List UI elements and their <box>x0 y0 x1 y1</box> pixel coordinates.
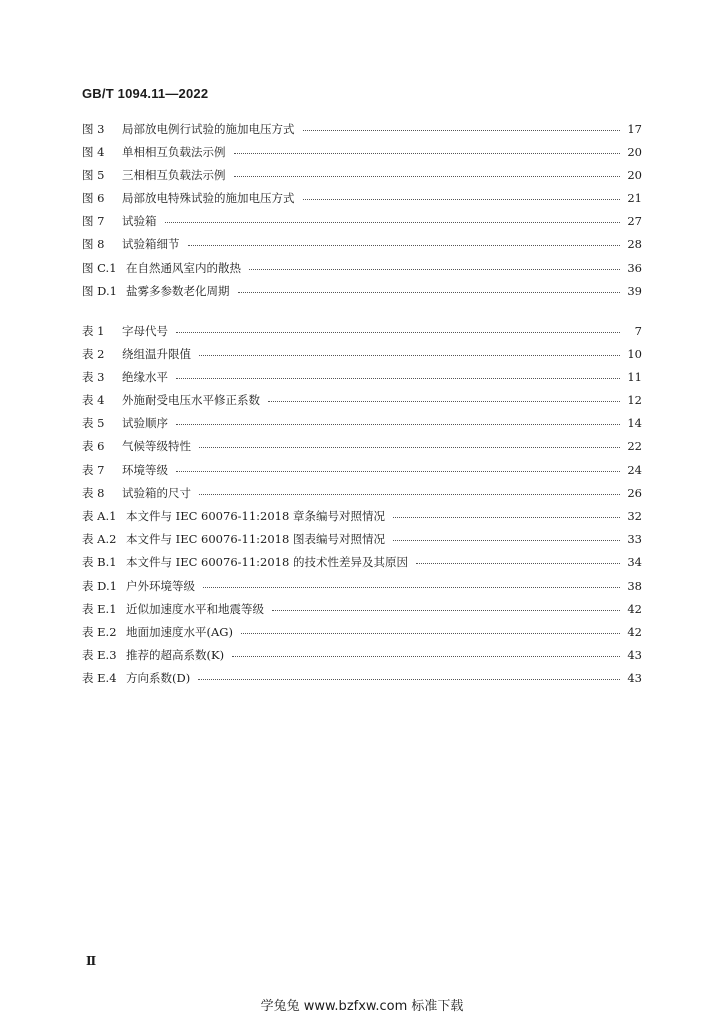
table-entry[interactable] <box>82 322 642 345</box>
figure-entry[interactable] <box>82 236 642 259</box>
entry-label: 表 1 <box>82 323 105 338</box>
dot-leader <box>199 343 620 356</box>
entry-title: 外施耐受电压水平修正系数 <box>122 393 260 408</box>
entry-title: 绕组温升限值 <box>122 346 191 361</box>
table-entry[interactable] <box>82 600 642 623</box>
entry-label: 表 A.1 <box>82 509 117 523</box>
dot-leader <box>176 413 620 426</box>
dot-leader <box>272 598 620 611</box>
page-number: Ⅱ <box>86 954 97 968</box>
entry-label: 图 6 <box>82 191 105 206</box>
dot-leader <box>249 257 620 270</box>
entry-title: 地面加速度水平(AG) <box>126 624 233 639</box>
table-entry[interactable] <box>82 577 642 600</box>
entry-label: 表 5 <box>82 416 105 431</box>
entry-title: 试验顺序 <box>122 416 168 431</box>
entry-label: 表 A.2 <box>82 532 117 547</box>
entry-title: 单相相互负载法示例 <box>122 144 226 159</box>
figure-entry[interactable] <box>82 166 642 189</box>
figure-entry[interactable] <box>82 282 642 305</box>
table-entry[interactable] <box>82 415 642 438</box>
dot-leader <box>232 645 620 658</box>
dot-leader <box>176 320 620 333</box>
dot-leader <box>416 552 620 565</box>
entry-title: 本文件与 IEC 60076-11:2018 章条编号对照情况 <box>126 509 385 523</box>
entry-label: 图 7 <box>82 214 105 229</box>
entry-label: 表 7 <box>82 462 105 477</box>
entry-label: 表 2 <box>82 346 105 361</box>
entry-label: 表 E.2 <box>82 624 117 639</box>
entry-label: 表 E.3 <box>82 648 117 663</box>
entry-page-number: 32 <box>627 509 642 523</box>
entry-page-number: 38 <box>627 578 642 593</box>
dot-leader <box>303 188 621 201</box>
entry-title: 试验箱的尺寸 <box>122 485 191 500</box>
entry-page-number: 17 <box>627 121 642 136</box>
entry-label: 表 E.1 <box>82 601 117 616</box>
entry-page-number: 22 <box>627 439 642 454</box>
entry-page-number: 39 <box>627 283 642 298</box>
entry-page-number: 33 <box>627 532 642 547</box>
entry-title: 气候等级特性 <box>122 439 191 454</box>
table-entry[interactable] <box>82 508 642 531</box>
table-list <box>82 322 642 693</box>
entry-page-number: 12 <box>627 393 642 408</box>
entry-page-number: 26 <box>627 485 642 500</box>
entry-label: 表 B.1 <box>82 555 117 570</box>
figure-list <box>82 120 642 306</box>
footer-watermark: 学兔兔 www.bzfxw.com 标准下载 <box>260 999 464 1014</box>
table-entry[interactable] <box>82 623 642 646</box>
figure-entry[interactable] <box>82 190 642 213</box>
entry-label: 图 5 <box>82 167 105 182</box>
entry-page-number: 43 <box>627 648 642 663</box>
table-entry[interactable] <box>82 647 642 670</box>
dot-leader <box>198 668 620 681</box>
table-entry[interactable] <box>82 461 642 484</box>
standard-code-header: GB/T 1094.11—2022 <box>82 86 209 101</box>
entry-title: 推荐的超高系数(K) <box>126 648 225 663</box>
entry-label: 图 C.1 <box>82 260 117 275</box>
entry-page-number: 20 <box>627 144 642 159</box>
entry-label: 表 8 <box>82 485 105 500</box>
entry-page-number: 11 <box>627 369 642 384</box>
entry-title: 在自然通风室内的散热 <box>126 260 241 275</box>
table-entry[interactable] <box>82 368 642 391</box>
entry-title: 试验箱 <box>122 214 157 229</box>
dot-leader <box>176 366 620 379</box>
entry-page-number: 7 <box>634 323 642 338</box>
entry-label: 表 3 <box>82 369 105 384</box>
table-entry[interactable] <box>82 438 642 461</box>
table-entry[interactable] <box>82 554 642 577</box>
entry-label: 图 4 <box>82 144 105 159</box>
entry-page-number: 21 <box>627 191 642 206</box>
entry-page-number: 42 <box>627 624 642 639</box>
dot-leader <box>234 164 621 177</box>
entry-title: 盐雾多参数老化周期 <box>126 283 230 298</box>
entry-page-number: 36 <box>627 260 642 275</box>
entry-page-number: 24 <box>627 462 642 477</box>
entry-title: 三相相互负载法示例 <box>122 167 226 182</box>
dot-leader <box>234 141 621 154</box>
entry-page-number: 43 <box>627 671 642 686</box>
entry-label: 图 D.1 <box>82 283 117 298</box>
entry-page-number: 34 <box>627 555 642 570</box>
dot-leader <box>268 390 620 403</box>
table-entry[interactable] <box>82 670 642 693</box>
dot-leader <box>188 234 621 247</box>
entry-label: 表 4 <box>82 393 105 408</box>
dot-leader <box>176 459 620 472</box>
entry-title: 本文件与 IEC 60076-11:2018 的技术性差异及其原因 <box>126 555 408 570</box>
dot-leader <box>199 482 620 495</box>
entry-title: 环境等级 <box>122 462 168 477</box>
table-entry[interactable] <box>82 392 642 415</box>
entry-label: 图 3 <box>82 121 105 136</box>
entry-page-number: 10 <box>627 346 642 361</box>
dot-leader <box>165 211 621 224</box>
dot-leader <box>241 621 620 634</box>
entry-title: 局部放电特殊试验的施加电压方式 <box>122 191 295 206</box>
entry-page-number: 28 <box>627 237 642 252</box>
entry-title: 户外环境等级 <box>126 578 195 593</box>
dot-leader <box>199 436 620 449</box>
table-entry[interactable] <box>82 484 642 507</box>
figure-entry[interactable] <box>82 143 642 166</box>
table-entry[interactable] <box>82 345 642 368</box>
entry-page-number: 14 <box>627 416 642 431</box>
figure-entry[interactable] <box>82 259 642 282</box>
entry-label: 图 8 <box>82 237 105 252</box>
entry-page-number: 20 <box>627 167 642 182</box>
dot-leader <box>203 575 620 588</box>
entry-title: 试验箱细节 <box>122 237 180 252</box>
entry-label: 表 E.4 <box>82 671 117 686</box>
entry-label: 表 D.1 <box>82 578 117 593</box>
entry-page-number: 27 <box>627 214 642 229</box>
figure-entry[interactable] <box>82 120 642 143</box>
entry-title: 字母代号 <box>122 323 168 338</box>
dot-leader <box>303 118 621 131</box>
dot-leader <box>238 280 621 293</box>
entry-page-number: 42 <box>627 601 642 616</box>
table-entry[interactable] <box>82 531 642 554</box>
entry-title: 方向系数(D) <box>126 671 191 686</box>
entry-title: 绝缘水平 <box>122 369 168 384</box>
entry-title: 近似加速度水平和地震等级 <box>126 601 264 616</box>
figure-entry[interactable] <box>82 213 642 236</box>
entry-title: 本文件与 IEC 60076-11:2018 图表编号对照情况 <box>126 532 385 547</box>
entry-title: 局部放电例行试验的施加电压方式 <box>122 121 295 136</box>
dot-leader <box>393 506 620 519</box>
dot-leader <box>393 529 620 542</box>
entry-label: 表 6 <box>82 439 105 454</box>
